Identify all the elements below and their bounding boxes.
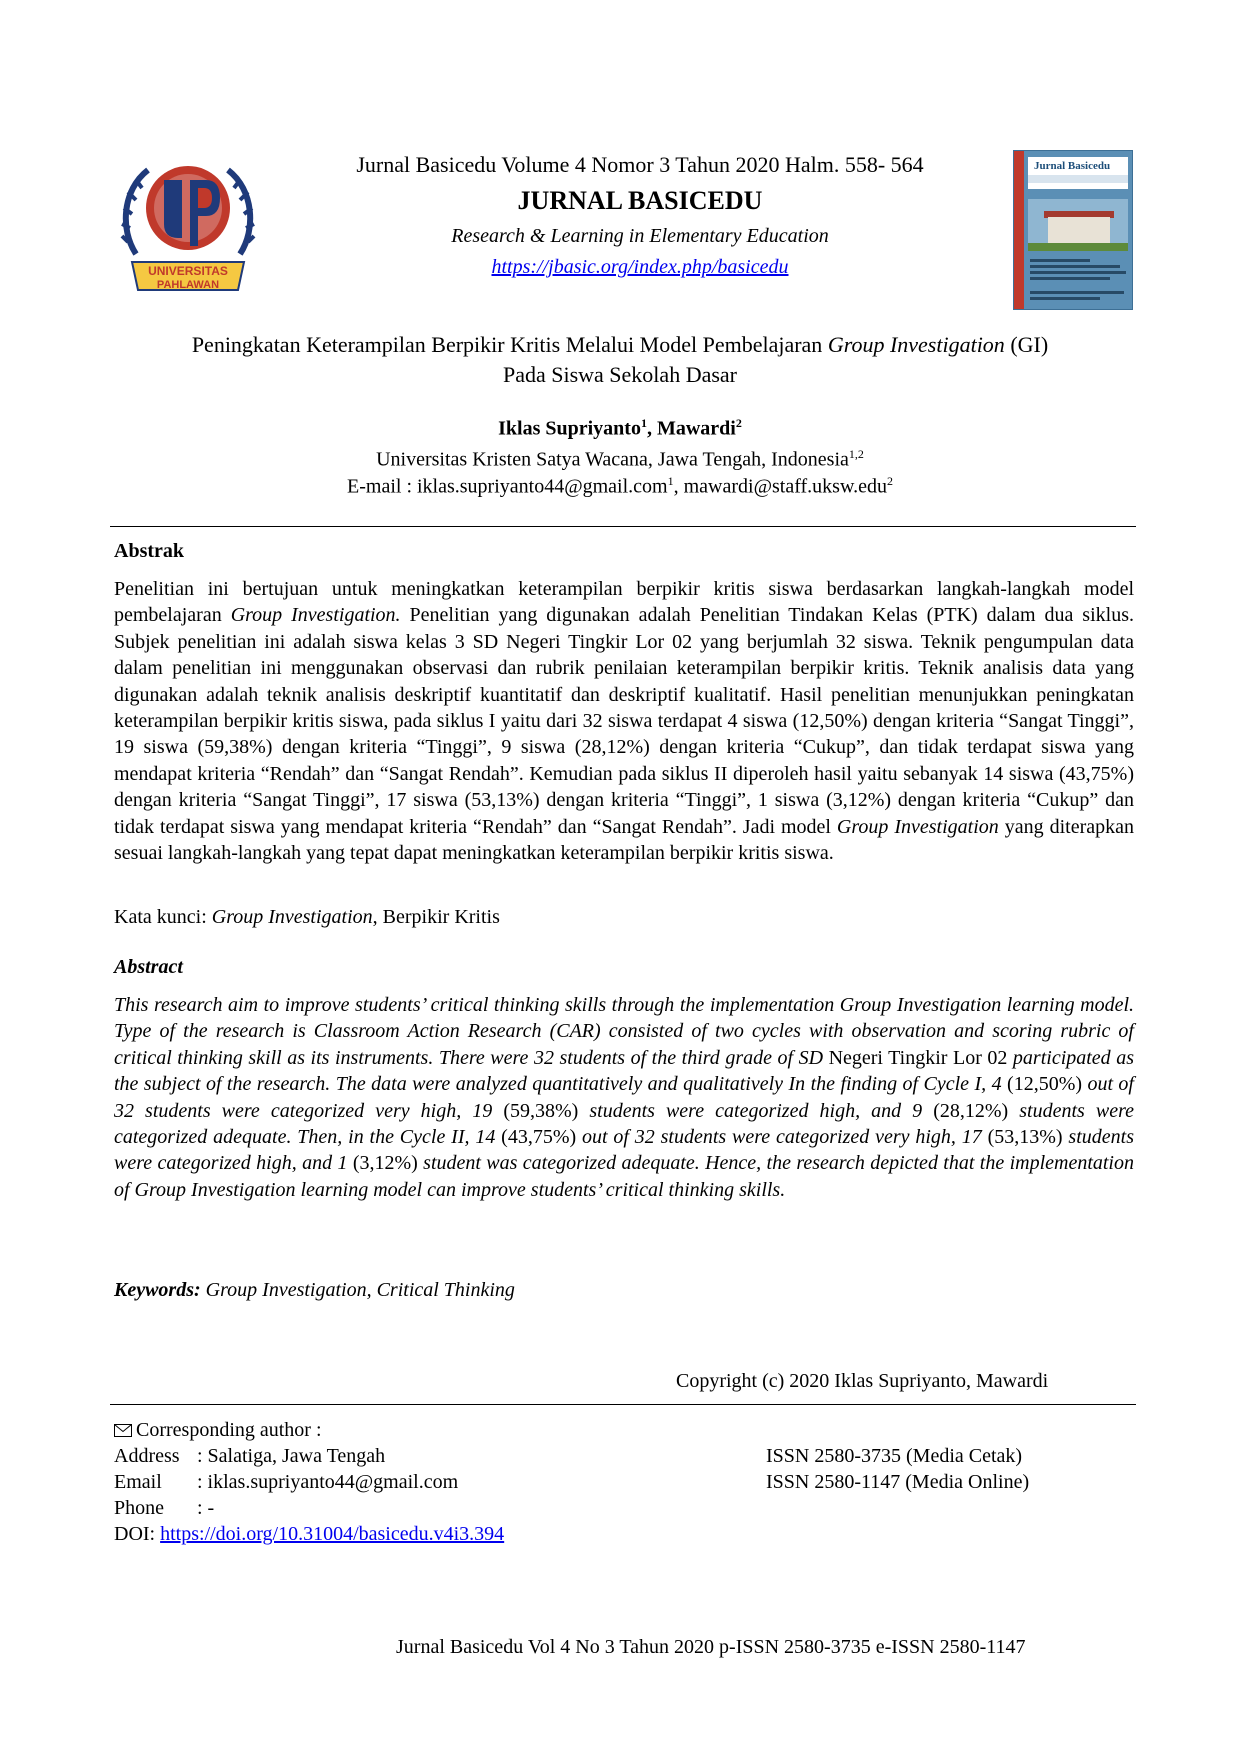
issn-online: ISSN 2580-1147 (Media Online): [766, 1471, 1030, 1493]
cover-text-line: [1030, 271, 1126, 274]
email-sup: 2: [886, 474, 893, 488]
abstract-text: out of 32 students were categorized very high, 19: [114, 1073, 1134, 1122]
envelope-icon: [114, 1424, 132, 1437]
abstract-text: student was categorized adequate. Hence, the research depicted that the implementation of Group Investigation learning model can improve students’ critical thinking skills.: [114, 1152, 1134, 1201]
email-separator: ,: [673, 475, 684, 498]
cover-photo: [1028, 199, 1128, 251]
author-name: Mawardi: [656, 417, 736, 440]
phone-label: Phone: [114, 1497, 164, 1519]
top-divider: [110, 526, 1136, 527]
author-separator: ,: [646, 417, 657, 440]
journal-url-link[interactable]: https://jbasic.org/index.php/basicedu: [491, 256, 789, 278]
abstrak-italic: Group Investigation: [836, 815, 999, 838]
abstract-text: This research aim to improve students’ critical thinking skills through the implementation Group Investigation learning model. Type of the research is Classroom Action Research (CAR) consisted of two cycles with observation and scoring rubric of critical thinking skill as its instruments. There were 32 students of the third grade of SD: [114, 994, 1134, 1069]
abstrak-body: [114, 576, 1134, 866]
kata-kunci-rest: , Berpikir Kritis: [372, 906, 500, 928]
author-sup: 2: [735, 416, 742, 430]
keywords-text: Group Investigation, Critical Thinking: [200, 1279, 515, 1301]
cover-red-bar: [1014, 151, 1024, 309]
abstract-heading: Abstract: [114, 956, 183, 978]
abstrak-text: Penelitian ini bertujuan untuk meningkatkan keterampilan berpikir kritis siswa berdasarkan langkah-langkah model pembelajaran: [114, 578, 1134, 627]
abstract-upright: (59,38%): [503, 1099, 579, 1122]
cover-title: Jurnal Basicedu: [1034, 160, 1111, 172]
affiliation-sup: 1,2: [848, 447, 864, 461]
page-footer: Jurnal Basicedu Vol 4 No 3 Tahun 2020 p-ISSN 2580-3735 e-ISSN 2580-1147: [396, 1636, 1026, 1658]
abstract-body: [114, 992, 1134, 1203]
cover-text-line: [1030, 297, 1100, 300]
title-text: Peningkatan Keterampilan Berpikir Kritis Melalui Model Pembelajaran: [191, 332, 828, 357]
journal-cover-image: [1013, 150, 1133, 310]
journal-volume-line: Jurnal Basicedu Volume 4 Nomor 3 Tahun 2020 Halm. 558- 564: [356, 152, 924, 177]
author-email[interactable]: mawardi@staff.uksw.edu: [683, 475, 887, 498]
affiliation: [100, 447, 1140, 472]
abstract-upright: (53,13%): [987, 1126, 1063, 1149]
corresponding-author: [114, 1418, 322, 1444]
abstract-text: students were categorized high, and 1: [114, 1126, 1134, 1175]
abstract-text: participated as the subject of the research. The data were analyzed quantitatively and qualitatively In the finding of Cycle I, 4: [114, 1046, 1134, 1096]
journal-subtitle: Research & Learning in Elementary Education: [451, 225, 829, 247]
author-list: [100, 416, 1140, 441]
abstract-text: students were categorized adequate. Then, in the Cycle II, 14: [114, 1099, 1134, 1149]
abstract-text: students were categorized high, and 9: [578, 1099, 934, 1122]
email-value: : iklas.supriyanto44@gmail.com: [197, 1471, 459, 1493]
corresponding-label: Corresponding author :: [136, 1419, 322, 1441]
cover-text-line: [1030, 265, 1120, 268]
cover-text-line: [1030, 277, 1110, 280]
address-value: : Salatiga, Jawa Tengah: [197, 1445, 386, 1467]
author-name: Iklas Supriyanto: [498, 417, 641, 440]
abstrak-heading: Abstrak: [114, 540, 185, 562]
logo-text-bottom: PAHLAWAN: [156, 279, 220, 291]
kata-kunci-label: Kata kunci:: [114, 906, 212, 928]
article-title-line1: [100, 332, 1140, 358]
author-sup: 1: [640, 416, 647, 430]
abstract-upright: (28,12%): [933, 1099, 1009, 1122]
doi-label: DOI:: [114, 1523, 161, 1545]
abstract-upright: Negeri Tingkir Lor 02: [828, 1046, 1008, 1069]
cover-strip: [1028, 175, 1128, 183]
doi-line: [114, 1522, 504, 1548]
email-prefix: E-mail :: [347, 475, 417, 498]
abstract-upright: (43,75%): [501, 1126, 577, 1149]
article-title-line2: Pada Siswa Sekolah Dasar: [502, 362, 737, 387]
cover-photo-grass: [1028, 243, 1128, 251]
affiliation-text: Universitas Kristen Satya Wacana, Jawa Tengah, Indonesia: [376, 448, 849, 471]
abstrak-text: yang diterapkan sesuai langkah-langkah yang tepat dapat meningkatkan keterampilan berpikir kritis siswa.: [114, 815, 1134, 865]
copyright-notice: Copyright (c) 2020 Iklas Supriyanto, Mawardi: [676, 1370, 1049, 1392]
abstract-text: out of 32 students were categorized very high, 17: [576, 1126, 988, 1149]
doi-link[interactable]: https://doi.org/10.31004/basicedu.v4i3.394: [160, 1523, 505, 1545]
cover-text-line: [1030, 259, 1090, 262]
university-logo-icon: [118, 150, 258, 302]
keywords-label: Keywords:: [114, 1279, 201, 1301]
issn-print: ISSN 2580-3735 (Media Cetak): [766, 1445, 1023, 1467]
abstrak-text: Penelitian yang digunakan adalah Penelitian Tindakan Kelas (PTK) dalam dua siklus. Subjek penelitian ini adalah siswa kelas 3 SD Negeri Tingkir Lor 02 yang berjumlah 32 siswa. Teknik pengumpulan data dalam penelitian ini menggunakan observasi dan rubrik penilaian keterampilan berpikir kritis. Teknik analisis data yang digunakan adalah teknik analisis deskriptif kuantitatif dan deskriptif kualitatif. Hasil penelitian menunjukkan peningkatan keterampilan berpikir kritis siswa, pada siklus I yaitu dari 32 siswa terdapat 4 siswa (12,50%) dengan kriteria “Sangat Tinggi”, 19 siswa (59,38%) dengan kriteria “Tinggi”, 9 siswa (28,12%) dengan kriteria “Cukup”, dan tidak terdapat siswa yang mendapat kriteria “Rendah” dan “Sangat Rendah”. Kemudian pada siklus II diperoleh hasil yaitu sebanyak 14 siswa (43,75%) dengan kriteria “Sangat Tinggi”, 17 siswa (53,13%) dengan kriteria “Tinggi”, 1 siswa (3,12%) dengan kriteria “Cukup” dan tidak terdapat siswa yang mendapat kriteria “Rendah” dan “Sangat Rendah”. Jadi model: [114, 604, 1134, 838]
bottom-divider: [110, 1404, 1136, 1405]
kata-kunci-italic: Group Investigation: [211, 906, 373, 928]
address-label: Address: [114, 1445, 180, 1467]
abstract-upright: (3,12%): [352, 1152, 418, 1175]
title-text-end: (GI): [1004, 332, 1049, 357]
journal-name: JURNAL BASICEDU: [517, 186, 763, 215]
email-label: Email: [114, 1471, 162, 1493]
keywords: [114, 1279, 515, 1302]
cover-text-line: [1030, 291, 1124, 294]
logo-text-top: UNIVERSITAS: [148, 264, 228, 278]
cover-photo-building: [1048, 217, 1110, 243]
author-emails: [100, 474, 1140, 499]
abstract-upright: (12,50%): [1007, 1073, 1083, 1096]
kata-kunci: [114, 906, 500, 929]
abstrak-italic: Group Investigation.: [230, 604, 401, 627]
author-email[interactable]: iklas.supriyanto44@gmail.com: [417, 475, 668, 498]
title-italic: Group Investigation: [827, 332, 1005, 357]
email-sup: 1: [667, 474, 674, 488]
phone-value: : -: [197, 1497, 215, 1519]
